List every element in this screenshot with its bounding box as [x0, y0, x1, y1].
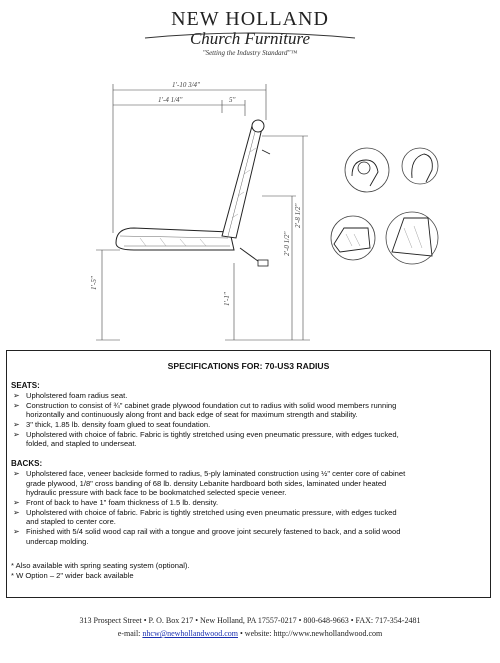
bullet-arrow-icon: ➢	[13, 498, 20, 507]
website-link[interactable]: • website: http://www.newhollandwood.com	[239, 629, 383, 638]
logo-swoosh	[0, 30, 500, 44]
back-item-3	[13, 508, 486, 517]
back-item-2	[13, 498, 486, 507]
logo-company-name: NEW HOLLAND	[171, 8, 329, 30]
seat-item-2-cont: horizontally and continuously along front and back edge of seat for maximum strength and stability.	[26, 410, 358, 419]
back-item-4	[13, 527, 486, 536]
seat-item-3-text: 3" thick, 1.85 lb. density foam glued to seat foundation.	[26, 420, 211, 429]
back-item-1	[13, 469, 486, 478]
email-link[interactable]: nhcw@newhollandwood.com	[142, 629, 238, 638]
back-item-2-text: Front of back to have 1" foam thickness of 1.5 lb. density.	[26, 498, 219, 507]
spec-title: SPECIFICATIONS FOR: 70-US3 RADIUS	[167, 361, 330, 371]
logo-tagline: "Setting the Industry Standard"™	[202, 49, 298, 57]
backs-heading: BACKS:	[11, 459, 43, 468]
email-label: e-mail:	[117, 629, 141, 638]
dim-overall-height: 2'-8 1/2"	[294, 203, 302, 228]
bullet-arrow-icon: ➢	[13, 430, 20, 439]
seat-item-1	[13, 391, 486, 400]
bullet-arrow-icon: ➢	[13, 508, 20, 517]
back-item-3-text: Upholstered with choice of fabric. Fabric is tightly stretched using even pneumatic pressure, with edges tucked	[26, 508, 397, 517]
back-item-1-text: Upholstered face, veneer backside formed to radius, 5-ply laminated construction using ½" center core of cabinet	[26, 469, 406, 478]
note-w-option: * W Option – 2" wider back available	[11, 571, 134, 580]
seat-item-3	[13, 420, 486, 429]
seat-item-1-text: Upholstered foam radius seat.	[26, 391, 128, 400]
bullet-arrow-icon: ➢	[13, 420, 20, 429]
back-item-1-cont-b: hydraulic pressure with back face to be bookmatched selected specie veneer.	[26, 488, 287, 497]
back-item-4-cont: undercap molding.	[26, 537, 89, 546]
dim-back-offset: 5"	[229, 96, 236, 104]
bullet-arrow-icon: ➢	[13, 401, 20, 410]
specifications-box	[6, 350, 491, 598]
dim-seat-height: 1'-5"	[90, 276, 98, 290]
footer-contact	[0, 629, 500, 638]
dim-floor-clearance: 1'-1"	[223, 292, 231, 306]
back-item-3-cont: and stapled to center core.	[26, 517, 116, 526]
footer-address: 313 Prospect Street • P. O. Box 217 • New Holland, PA 17557-0217 • 800-648-9663 • FAX: 717-354-2481	[79, 616, 421, 625]
back-item-1-cont-a: grade plywood, 1/8" cross banding of 68 lb. density Lebanite hardboard both sides, laminated under heated	[26, 479, 387, 488]
bullet-arrow-icon: ➢	[13, 391, 20, 400]
bullet-arrow-icon: ➢	[13, 527, 20, 536]
logo-subtitle: Church Furniture	[189, 29, 311, 48]
seat-item-2	[13, 401, 486, 410]
dim-seat-depth: 1'-4 1/4"	[158, 96, 183, 104]
seats-heading: SEATS:	[11, 381, 40, 390]
seat-item-4-cont: folded, and stapled to underseat.	[26, 439, 137, 448]
note-spring-seating: * Also available with spring seating system (optional).	[11, 561, 190, 570]
dim-back-height: 2'-0 1/2"	[283, 231, 291, 256]
chair-section-drawing	[0, 68, 500, 343]
seat-item-2-text: Construction to consist of ¾" cabinet grade plywood foundation cut to radius with solid wood members running	[26, 401, 397, 410]
seat-item-4-text: Upholstered with choice of fabric. Fabric is tightly stretched using even pneumatic pressure, with edges tucked,	[26, 430, 399, 439]
seat-item-4	[13, 430, 486, 439]
bullet-arrow-icon: ➢	[13, 469, 20, 478]
back-item-4-text: Finished with 5/4 solid wood cap rail with a tongue and groove joint securely fastened to back, and a solid wood	[26, 527, 401, 536]
dim-overall-depth: 1'-10 3/4"	[172, 81, 200, 89]
